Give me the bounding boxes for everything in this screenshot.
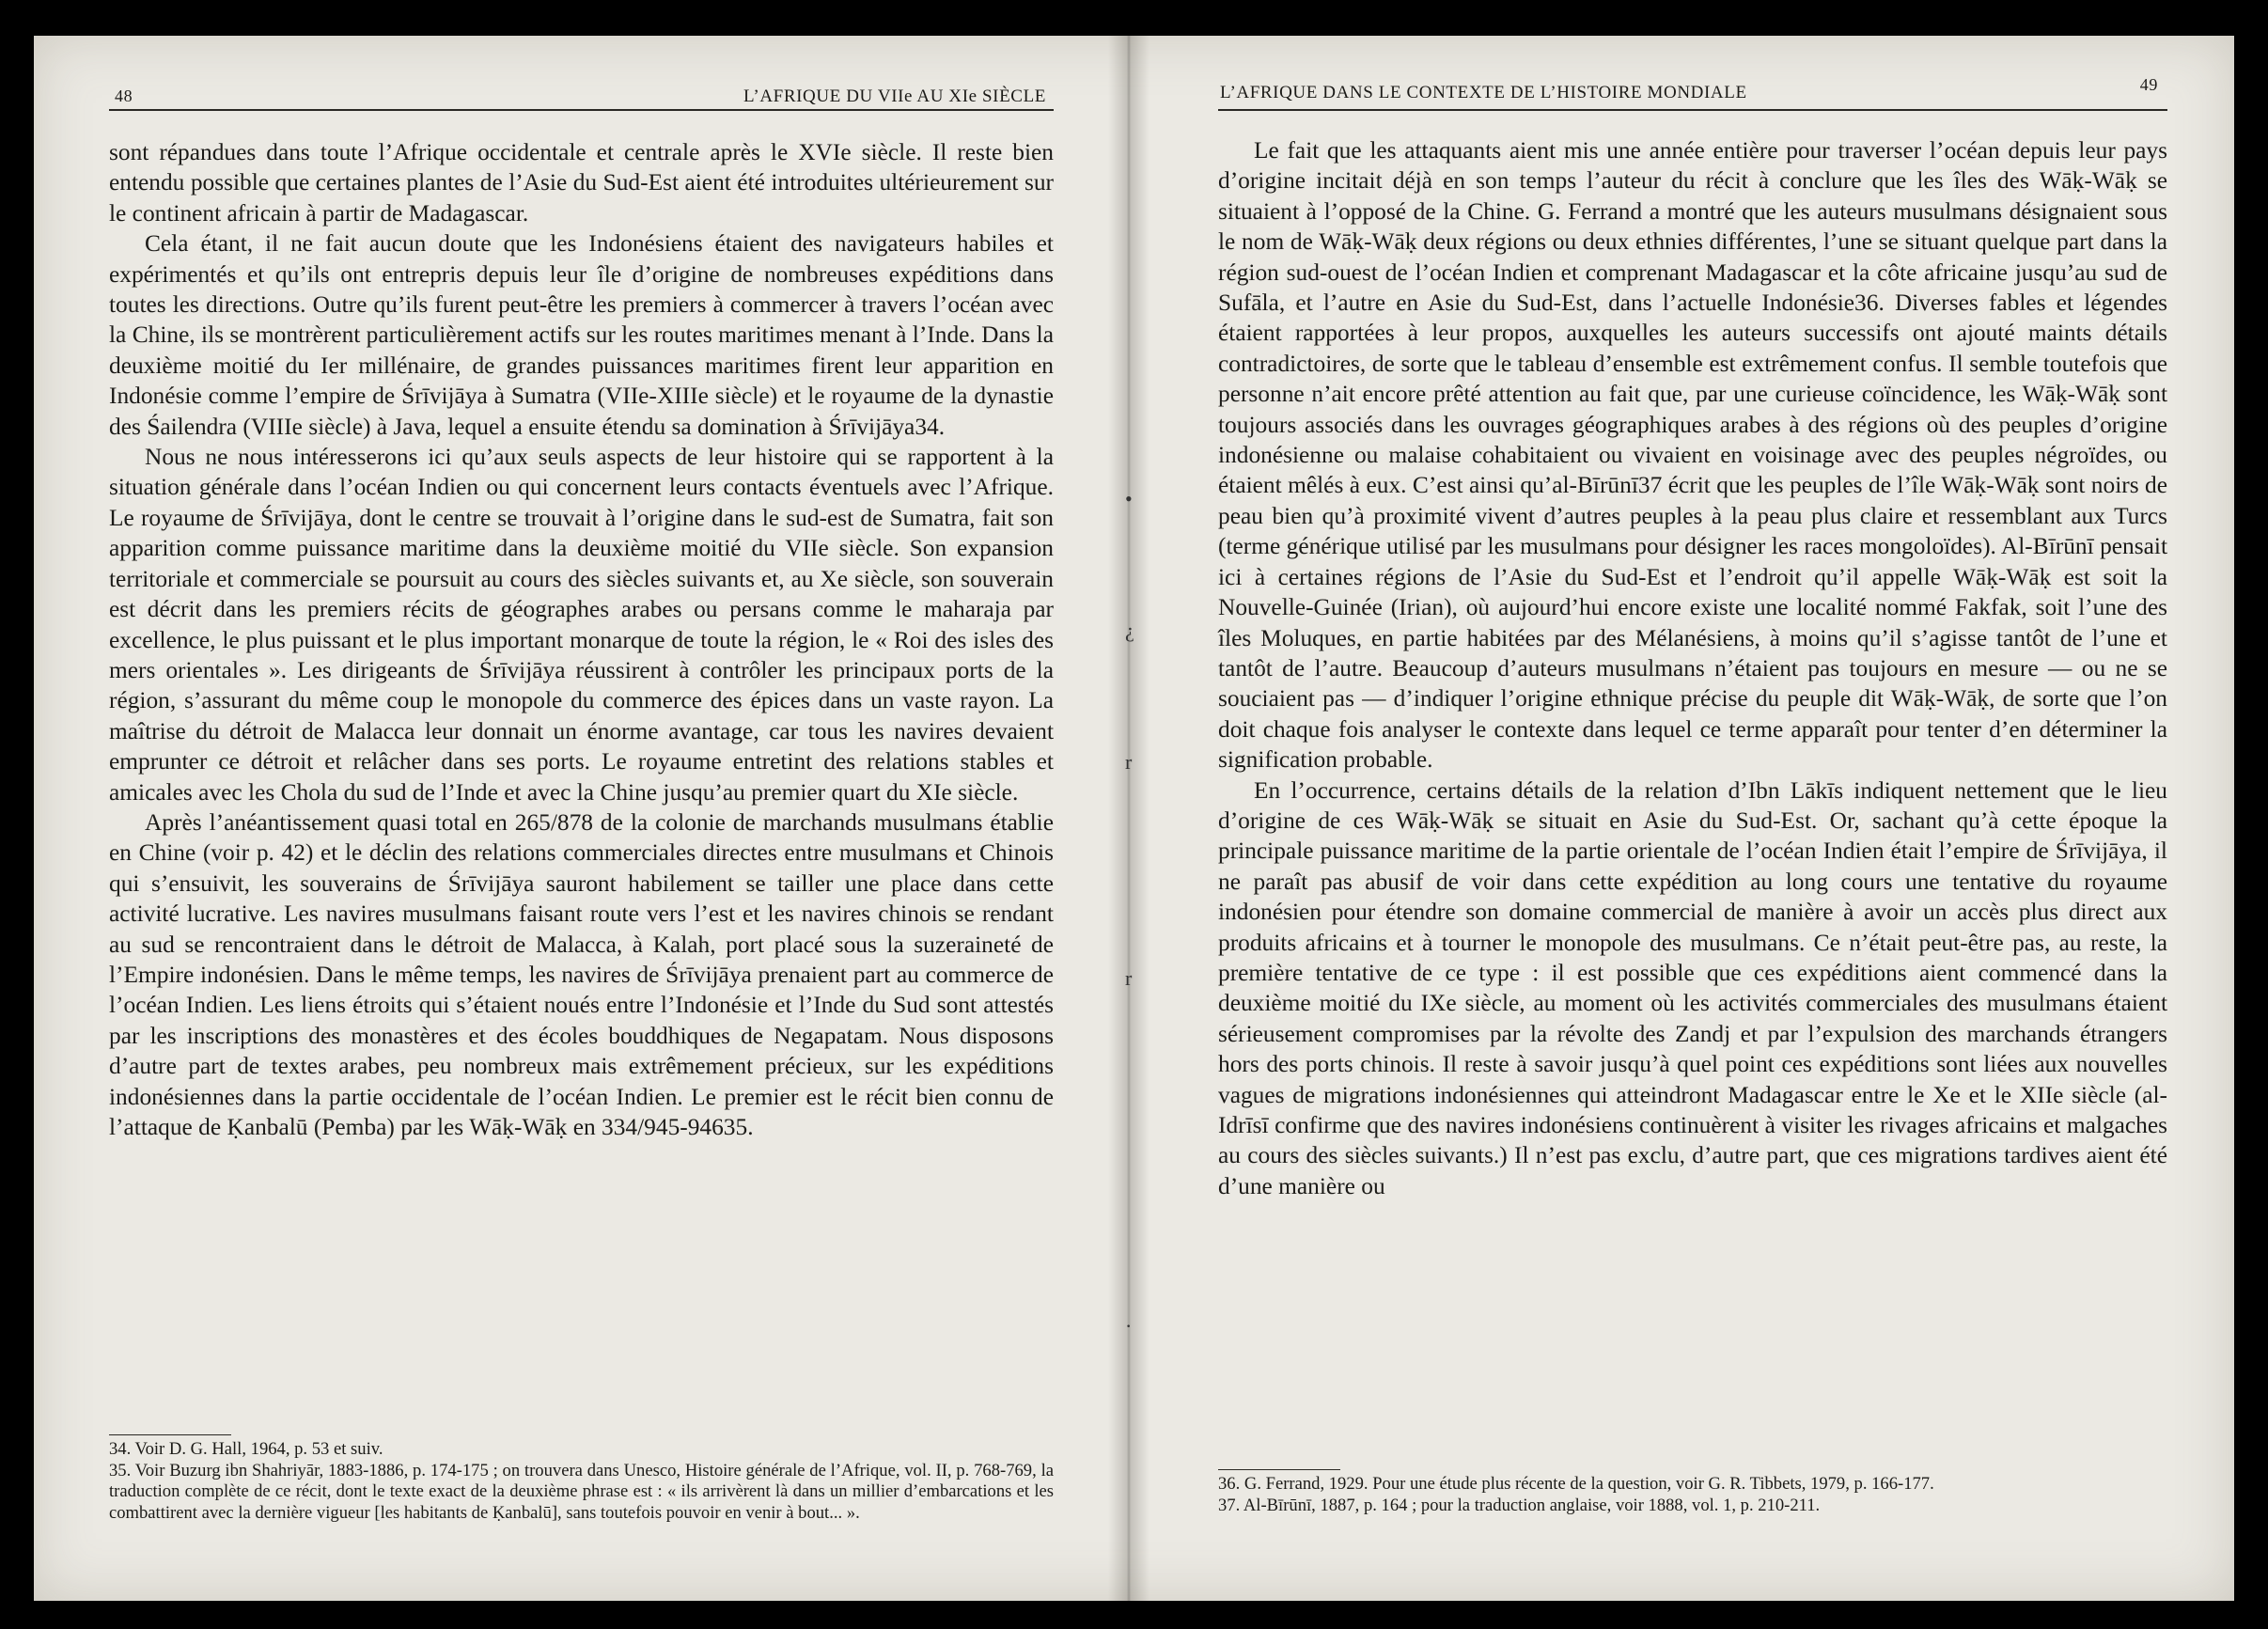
page-number: 48 [115, 86, 133, 105]
right-footnotes [1218, 1469, 2167, 1516]
footnote: 36. G. Ferrand, 1929. Pour une étude plus récente de la question, voir G. R. Tibbets, 1979, p. 166-177. [1218, 1474, 1934, 1494]
running-head-title: L’AFRIQUE DU VIIe AU XIe SIÈCLE [743, 86, 1046, 106]
gutter-mark: ¿ [1125, 619, 1134, 642]
footnote: 34. Voir D. G. Hall, 1964, p. 53 et suiv. [109, 1439, 383, 1459]
running-head-title: L’AFRIQUE DANS LE CONTEXTE DE L’HISTOIRE MONDIALE [1220, 83, 1747, 102]
left-footnotes [109, 1434, 1054, 1524]
book-gutter [1108, 36, 1150, 1601]
scanned-book-spread [34, 36, 2234, 1601]
paragraph: sont répandues dans toute l’Afrique occidentale et centrale après le XVIe siècle. Il reste bien entendu possible que certaines plantes de l’Asie du Sud-Est aient été introduites ultérieurement sur le continent africain à partir de Madagascar. [109, 139, 1054, 227]
left-body-text [109, 137, 1054, 1142]
right-body-text [1218, 135, 2167, 1201]
paragraph: Le fait que les attaquants aient mis une année entière pour traverser l’océan depuis leur pays d’origine incitait déjà en son temps l’auteur du récit à conclure que les îles des Wāḳ-Wāḳ se situaient à l’opposé de la Chine. G. Ferrand a montré que les auteurs musulmans désignaient sous le nom de Wāḳ-Wāḳ deux régions ou deux ethnies différentes, l’une se situant quelque part dans la région sud-ouest de l’océan Indien et comprenant Madagascar et la côte africaine jusqu’au sud de Sufāla, et l’autre en Asie du Sud-Est, dans l’actuelle Indonésie36. Diverses fables et légendes étaient rapportées à leur propos, auxquelles les auteurs successifs ont ajouté maints détails contradictoires, de sorte que le tableau d’ensemble est extrêmement confus. Il semble toutefois que personne n’ait encore prêté attention au fait que, par une curieuse coïncidence, les Wāḳ-Wāḳ sont toujours associés dans les ouvrages géographiques arabes à des régions où des peuples d’origine indonésienne ou malaise cohabitaient ou vivaient en voisinage avec des peuples négroïdes, ou étaient mêlés à eux. C’est ainsi qu’al-Bīrūnī37 écrit que les peuples de l’île Wāḳ-Wāḳ sont noirs de peau bien qu’à proximité vivent d’autres peuples à la peau plus claire et ressemblant aux Turcs (terme générique utilisé par les musulmans pour désigner les races mongoloïdes). Al-Bīrūnī pensait ici à certaines régions de l’Asie du Sud-Est et l’endroit qu’il appelle Wāḳ-Wāḳ est soit la Nouvelle-Guinée (Irian), où aujourd’hui encore existe une localité nommé Fakfak, soit l’une des îles Moluques, en partie habitées par des Mélanésiens, à moins qu’il s’agisse tantôt de l’une et tantôt de l’autre. Beaucoup d’auteurs musulmans n’étaient pas toujours en mesure — ou ne se souciaient pas — d’indiquer l’origine ethnique précise du peuple dit Wāḳ-Wāḳ, de sorte que l’on doit chaque fois analyser le contexte dans lequel ce terme apparaît pour tenter d’en déterminer la signification probable. [1218, 137, 2167, 774]
gutter-mark: r [1125, 750, 1133, 774]
footnote-rule [1218, 1469, 1340, 1470]
gutter-mark: · [1125, 1314, 1133, 1338]
paragraph: Après l’anéantissement quasi total en 265/878 de la colonie de marchands musulmans établie en Chine (voir p. 42) et le déclin des relations commerciales directes entre musulmans et Chinois qui s’ensuivit, les souverains de Śrīvijāya sauront habilement se tailler une place dans cette activité lucrative. Les navires musulmans faisant route vers l’est et les navires chinois se rendant au sud se rencontraient dans le détroit de Malacca, à Kalah, port placé sous la suzeraineté de l’Empire indonésien. Dans le même temps, les navires de Śrīvijāya prenaient part au commerce de l’océan Indien. Les liens étroits qui s’étaient noués entre l’Indonésie et l’Inde du Sud sont attestés par les inscriptions des monastères et des écoles bouddhiques de Negapatam. Nous disposons d’autre part de textes arabes, peu nombreux mais extrêmement précieux, sur les expéditions indonésiennes dans la partie occidentale de l’océan Indien. Le premier est le récit bien connu de l’attaque de Ḳanbalū (Pemba) par les Wāḳ-Wāḳ en 334/945-94635. [109, 808, 1054, 1140]
paragraph: Cela étant, il ne fait aucun doute que les Indonésiens étaient des navigateurs habiles et expérimentés et qu’ils ont entrepris depuis leur île d’origine de nombreuses expéditions dans toutes les directions. Outre qu’ils furent peut-être les premiers à commercer à travers l’océan avec la Chine, ils se montrèrent particulièrement actifs sur les routes maritimes menant à l’Inde. Dans la deuxième moitié du Ier millénaire, de grandes puissances maritimes firent leur apparition en Indonésie comme l’empire de Śrīvijāya à Sumatra (VIIe-XIIIe siècle) et le royaume de la dynastie des Śailendra (VIIIe siècle) à Java, lequel a ensuite étendu sa domination à Śrīvijāya34. [109, 230, 1054, 440]
paragraph: En l’occurrence, certains détails de la relation d’Ibn Lākīs indiquent nettement que le lieu d’origine de ces Wāḳ-Wāḳ se situait en Asie du Sud-Est. Or, sachant qu’à cette époque la principale puissance maritime de la partie orientale de l’océan Indien était l’empire de Śrīvijāya, il ne paraît pas abusif de voir dans cette expédition au long cours une tentative du royaume indonésien pour étendre son domaine commercial de manière à avoir un accès plus direct aux produits africains et à tourner le monopole des musulmans. Ce n’était peut-être pas, au reste, la première tentative de ce type : il est possible que ces expéditions aient commencé dans la deuxième moitié du IXe siècle, au moment où les activités commerciales des musulmans étaient sérieusement compromises par la révolte des Zandj et par l’expulsion des marchands étrangers hors des ports chinois. Il reste à savoir jusqu’à quel point ces expéditions sont liées aux nouvelles vagues de migrations indonésiennes qui atteindront Madagascar entre le Xe et le XIIe siècle (al-Idrīsī confirme que des navires indonésiens continuèrent à visiter les rivages africains et malgaches au cours des siècles suivants.) Il n’est pas exclu, d’autre part, que ces migrations tardives aient été d’une manière ou [1218, 776, 2167, 1199]
right-page [1218, 36, 2167, 1601]
left-page [109, 36, 1054, 1601]
gutter-mark: • [1125, 487, 1133, 510]
paragraph: Nous ne nous intéresserons ici qu’aux seuls aspects de leur histoire qui se rapportent à la situation générale dans l’océan Indien ou qui concernent leurs contacts éventuels avec l’Afrique. Le royaume de Śrīvijāya, dont le centre se trouvait à l’origine dans le sud-est de Sumatra, fait son apparition comme puissance maritime dans la deuxième moitié du VIIe siècle. Son expansion territoriale et commerciale se poursuit au cours des siècles suivants et, au Xe siècle, son souverain est décrit dans les premiers récits de géographes arabes ou persans comme le maharaja par excellence, le plus puissant et le plus important monarque de toute la région, le « Roi des isles des mers orientales ». Les dirigeants de Śrīvijāya réussirent à contrôler les principaux ports de la région, s’assurant du même coup le monopole du commerce des épices dans un vaste rayon. La maîtrise du détroit de Malacca leur donnait un énorme avantage, car tous les navires devaient emprunter ce détroit et relâcher dans ses ports. Le royaume entretint des relations stables et amicales avec les Chola du sud de l’Inde et avec la Chine jusqu’au premier quart du XIe siècle. [109, 444, 1054, 806]
right-running-head [1218, 77, 2167, 111]
gutter-mark: r [1125, 966, 1133, 990]
footnote: 35. Voir Buzurg ibn Shahriyār, 1883-1886, p. 174-175 ; on trouvera dans Unesco, Histoire générale de l’Afrique, vol. II, p. 768-769, la traduction complète de ce récit, dont le texte exact de la deuxième phrase est : « ils arrivèrent là dans un millier d’embarcations et les combattirent avec la dernière vigueur [les habitants de Ḳanbalū], sans toutefois pouvoir en venir à bout... ». [109, 1460, 1054, 1523]
footnote-rule [109, 1434, 231, 1435]
page-number: 49 [2139, 75, 2158, 94]
footnote: 37. Al-Bīrūnī, 1887, p. 164 ; pour la traduction anglaise, voir 1888, vol. 1, p. 210-211. [1218, 1495, 1821, 1515]
left-running-head [109, 77, 1054, 111]
